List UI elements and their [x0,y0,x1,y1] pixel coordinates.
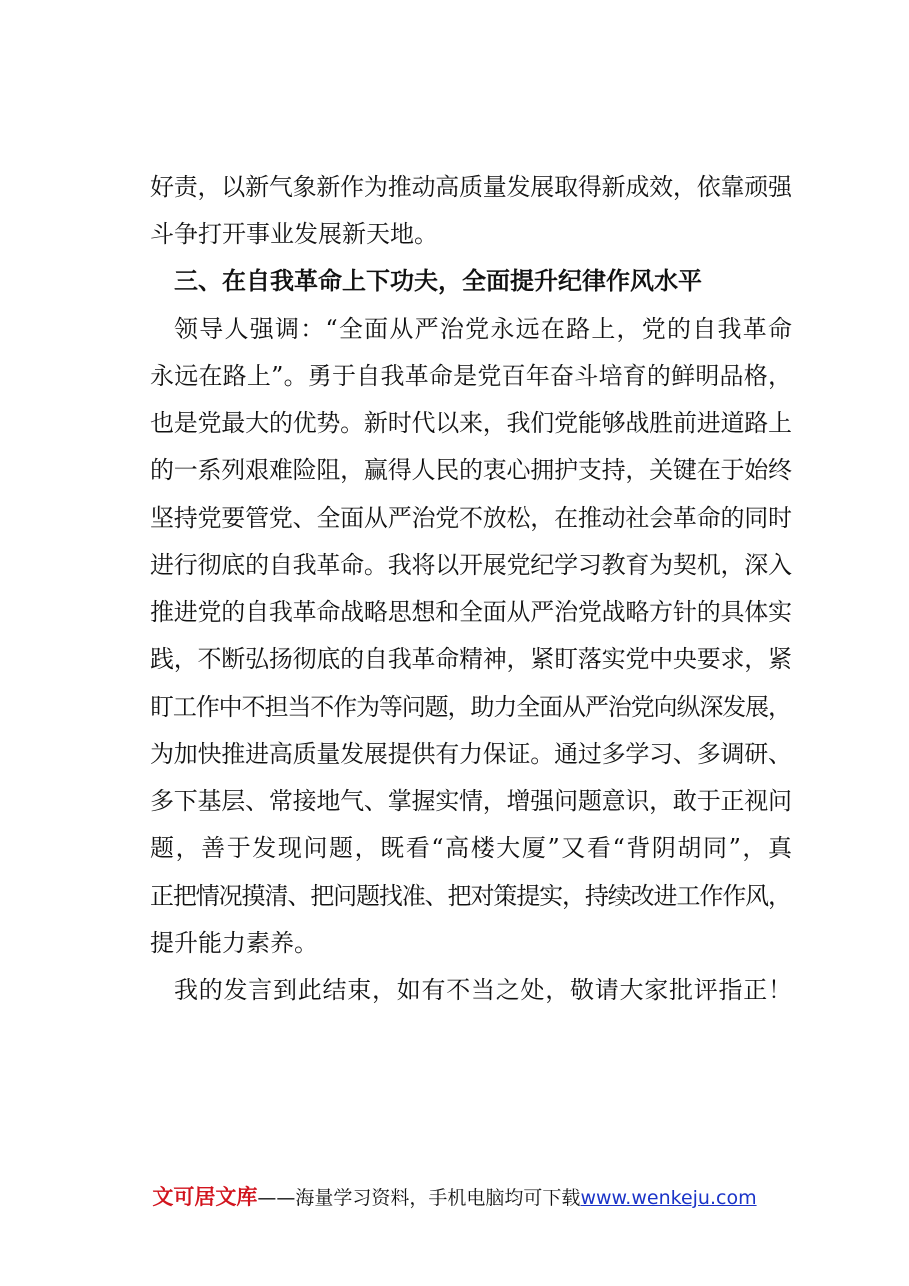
line-text: 提升能力素养。 [150,929,318,957]
line-text: 盯工作中不担当不作为等问题，助力全面从严治党向纵深发展， [150,693,791,721]
text-line [0,496,909,540]
footer-banner [0,1180,909,1214]
line-text: 好责，以新气象新作为推动高质量发展取得新成效，依靠顽强 [150,173,792,201]
text-line [0,968,909,1012]
line-text: 我的发言到此结束，如有不当之处，敬请大家批评指正！ [174,976,793,1004]
text-line [0,448,909,492]
text-line [0,685,909,729]
footer-brand: 文可居文库 [152,1185,258,1209]
text-line [0,826,909,870]
text-line [0,637,909,681]
text-line [0,212,909,256]
line-text: 坚持党要管党、全面从严治党不放松，在推动社会革命的同时 [150,504,792,532]
text-line [0,921,909,965]
text-line [0,354,909,398]
line-text: 的一系列艰难险阻，赢得人民的衷心拥护支持，关键在于始终 [150,456,792,484]
line-text: 推进党的自我革命战略思想和全面从严治党战略方针的具体实 [150,598,792,626]
section-heading-text: 三、在自我革命上下功夫，全面提升纪律作风水平 [174,267,702,295]
line-text: 为加快推进高质量发展提供有力保证。通过多学习、多调研、 [150,740,792,768]
text-line [0,732,909,776]
text-line [0,590,909,634]
section-heading [0,259,909,303]
text-line [0,165,909,209]
line-text: 进行彻底的自我革命。我将以开展党纪学习教育为契机，深入 [150,551,792,579]
line-text: 也是党最大的优势。新时代以来，我们党能够战胜前进道路上 [150,409,792,437]
line-text: 多下基层、常接地气、掌握实情，增强问题意识，敢于正视问 [150,787,792,815]
text-line [0,874,909,918]
line-text: 题，善于发现问题，既看“高楼大厦”又看“背阴胡同”，真 [150,834,794,862]
line-text: 斗争打开事业发展新天地。 [150,220,438,248]
line-text: 领导人强调：“全面从严治党永远在路上，党的自我革命 [174,315,794,343]
text-line [0,779,909,823]
footer-tagline: ——海量学习资料，手机电脑均可下载 [257,1187,581,1209]
line-text: 永远在路上”。勇于自我革命是党百年奋斗培育的鲜明品格， [150,362,793,390]
line-text: 正把情况摸清、把问题找准、把对策提实，持续改进工作作风， [150,882,791,910]
line-text: 践，不断弘扬彻底的自我革命精神，紧盯落实党中央要求，紧 [150,645,792,673]
text-line [0,401,909,445]
footer-url-link[interactable]: www.wenkeju.com [580,1187,757,1209]
text-line [0,307,909,351]
text-line [0,543,909,587]
